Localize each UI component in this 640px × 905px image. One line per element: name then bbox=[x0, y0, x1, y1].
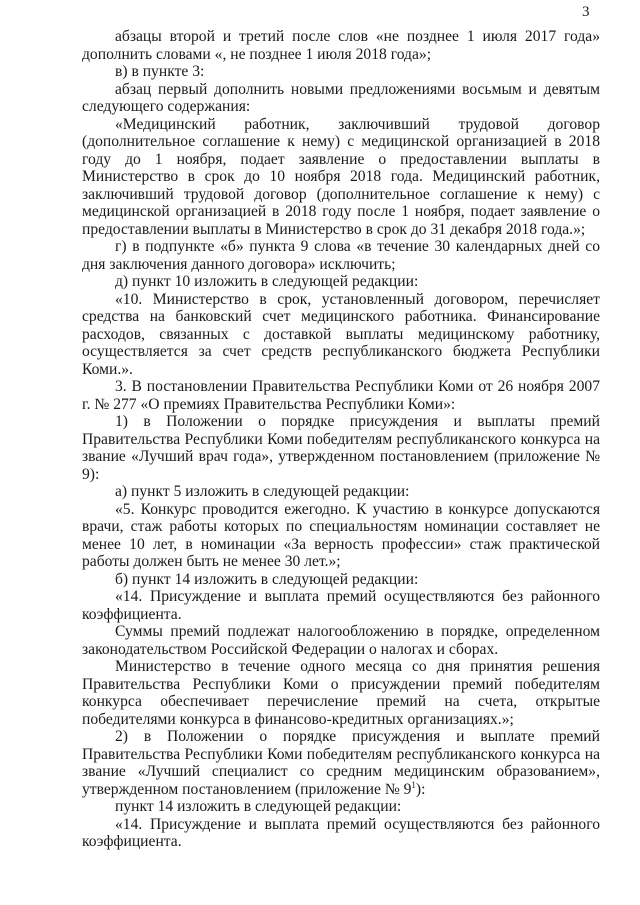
paragraph-7: «10. Министерство в срок, установленный договором, перечисляет средства на банковский счет медицинского работника. Финансирование расходов, связанных с доставкой выплаты медицинскому работнику, осуществляется за счет средств республиканского бюджета Республики Коми.». bbox=[82, 290, 600, 378]
superscript-1: 1 bbox=[411, 779, 416, 790]
paragraph-18: «14. Присуждение и выплата премий осуществляются без районного коэффициента. bbox=[82, 815, 600, 850]
paragraph-16-text: 2) в Положении о порядке присуждения и выплате премий Правительства Республики Коми победителям республиканского конкурса на звание «Лучший специалист со средним медицинским образованием», утвержденном постановлением (приложение № 9 bbox=[82, 728, 600, 798]
paragraph-16-tail: ): bbox=[415, 780, 426, 798]
paragraph-15: Министерство в течение одного месяца со дня принятия решения Правительства Республики Коми о присуждении премий победителям конкурса обеспечивает перечисление премий на счета, открытые победителями конкурса в финансово-кредитных организациях.»; bbox=[82, 658, 600, 728]
paragraph-14: Суммы премий подлежат налогообложению в порядке, определенном законодательством Российской Федерации о налогах и сборах. bbox=[82, 623, 600, 658]
paragraph-2: в) в пункте 3: bbox=[115, 63, 205, 80]
paragraph-16 bbox=[82, 728, 600, 798]
paragraph-10: а) пункт 5 изложить в следующей редакции: bbox=[115, 483, 410, 500]
paragraph-17: пункт 14 изложить в следующей редакции: bbox=[115, 798, 402, 815]
paragraph-4: «Медицинский работник, заключивший трудовой договор (дополнительное соглашение к нему) с медицинской организацией в 2018 году до 1 ноября, подает заявление о предоставлении выплаты в Министерство в срок до 10 ноября 2018 года. Медицинский работник, заключивший трудовой договор (дополнительное соглашение к нему) с медицинской организацией в 2018 году после 1 ноября, подает заявление о предоставлении выплаты в Министерство в срок до 31 декабря 2018 года.»; bbox=[82, 115, 600, 238]
paragraph-9: 1) в Положении о порядке присуждения и выплаты премий Правительства Республики Коми победителям республиканского конкурса на звание «Лучший врач года», утвержденном постановлением (приложение № 9): bbox=[82, 413, 600, 483]
paragraph-8: 3. В постановлении Правительства Республики Коми от 26 ноября 2007 г. № 277 «О премиях Правительства Республики Коми»: bbox=[82, 378, 600, 413]
paragraph-11: «5. Конкурс проводится ежегодно. К участию в конкурсе допускаются врачи, стаж работы которых по специальностям номинации составляет не менее 10 лет, в номинации «За верность профессии» стаж практической работы должен быть не менее 30 лет.»; bbox=[82, 500, 600, 570]
paragraph-13: «14. Присуждение и выплата премий осуществляются без районного коэффициента. bbox=[82, 588, 600, 623]
page-number: 3 bbox=[582, 4, 590, 20]
paragraph-12: б) пункт 14 изложить в следующей редакции: bbox=[115, 570, 419, 588]
paragraph-5: г) в подпункте «б» пункта 9 слова «в течение 30 календарных дней со дня заключения данного договора» исключить; bbox=[82, 238, 600, 273]
paragraph-1: абзацы второй и третий после слов «не позднее 1 июля 2017 года» дополнить словами «, не позднее 1 июля 2018 года»; bbox=[82, 28, 600, 63]
document-body bbox=[82, 28, 600, 851]
paragraph-3: абзац первый дополнить новыми предложениями восьмым и девятым следующего содержания: bbox=[82, 80, 600, 115]
paragraph-6: д) пункт 10 изложить в следующей редакции: bbox=[115, 273, 419, 290]
